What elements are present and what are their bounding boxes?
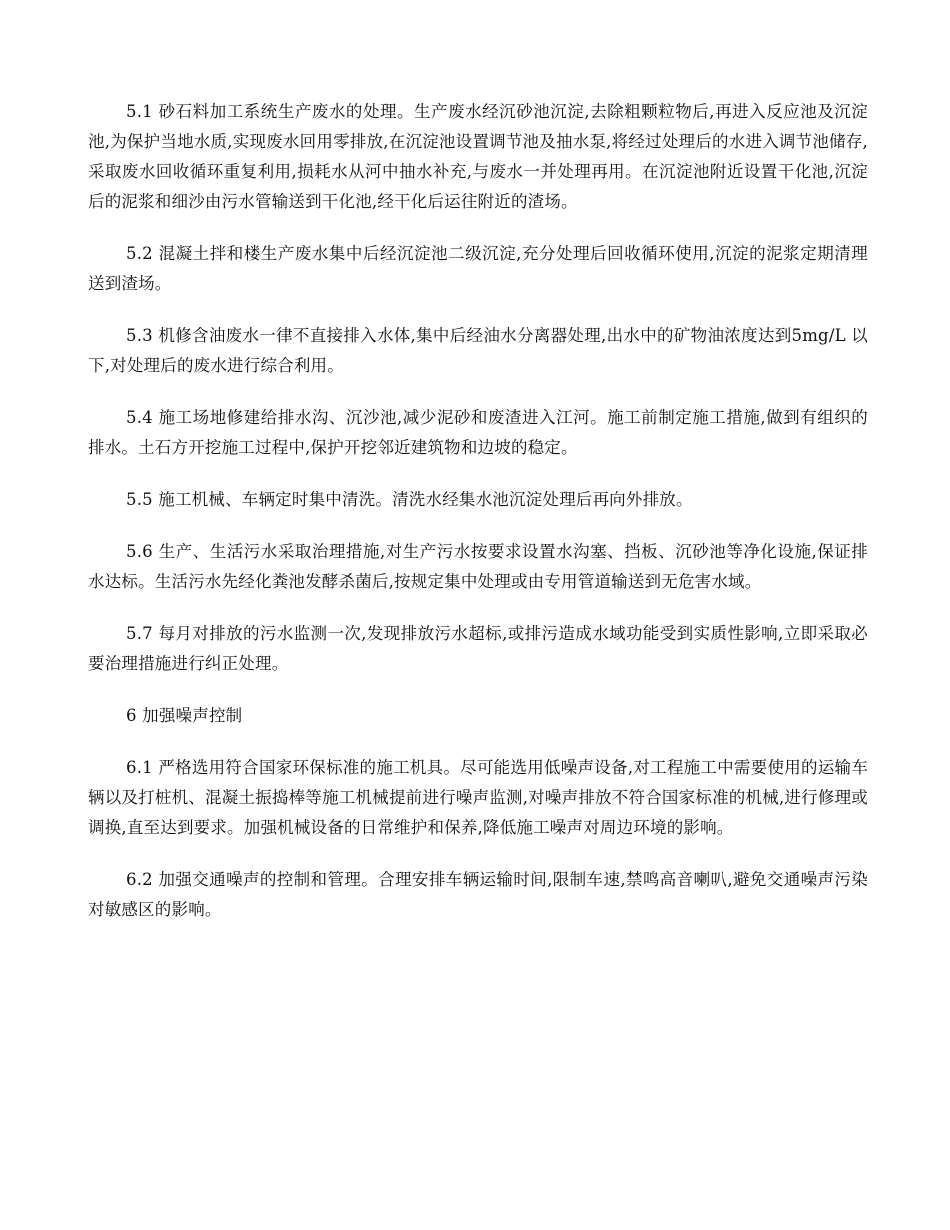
section-heading-6: 6 加强噪声控制	[126, 706, 243, 725]
paragraph-5-5: 5.5 施工机械、车辆定时集中清洗。清洗水经集水池沉淀处理后再向外排放。	[126, 490, 693, 509]
paragraph-5-4: 5.4 施工场地修建给排水沟、沉沙池,减少泥砂和废渣进入江河。施工前制定施工措施,做到有组织的排水。土石方开挖施工过程中,保护开挖邻近建筑物和边坡的稳定。	[88, 408, 868, 457]
paragraph-6-2: 6.2 加强交通噪声的控制和管理。合理安排车辆运输时间,限制车速,禁鸣高音喇叭,避免交通噪声污染对敏感区的影响。	[88, 870, 868, 919]
paragraph-5-1: 5.1 砂石料加工系统生产废水的处理。生产废水经沉砂池沉淀,去除粗颗粒物后,再进入反应池及沉淀池,为保护当地水质,实现废水回用零排放,在沉淀池设置调节池及抽水泵,将经过处理后的水进入调节池储存,采取废水回收循环重复利用,损耗水从河中抽水补充,与废水一并处理再用。在沉淀池附近设置干化池,沉淀后的泥浆和细沙由污水管输送到干化池,经干化后运往附近的渣场。	[88, 102, 868, 211]
paragraph-5-2: 5.2 混凝土拌和楼生产废水集中后经沉淀池二级沉淀,充分处理后回收循环使用,沉淀的泥浆定期清理送到渣场。	[88, 244, 868, 293]
document-body	[88, 97, 868, 925]
paragraph-5-6: 5.6 生产、生活污水采取治理措施,对生产污水按要求设置水沟塞、挡板、沉砂池等净化设施,保证排水达标。生活污水先经化粪池发酵杀菌后,按规定集中处理或由专用管道输送到无危害水域。	[88, 542, 868, 591]
paragraph-5-7: 5.7 每月对排放的污水监测一次,发现排放污水超标,或排污造成水域功能受到实质性影响,立即采取必要治理措施进行纠正处理。	[88, 624, 868, 673]
paragraph-6-1: 6.1 严格选用符合国家环保标准的施工机具。尽可能选用低噪声设备,对工程施工中需要使用的运输车辆以及打桩机、混凝土振捣棒等施工机械提前进行噪声监测,对噪声排放不符合国家标准的机械,进行修理或调换,直至达到要求。加强机械设备的日常维护和保养,降低施工噪声对周边环境的影响。	[88, 758, 868, 837]
paragraph-5-3: 5.3 机修含油废水一律不直接排入水体,集中后经油水分离器处理,出水中的矿物油浓度达到5mg/L 以下,对处理后的废水进行综合利用。	[88, 326, 868, 375]
